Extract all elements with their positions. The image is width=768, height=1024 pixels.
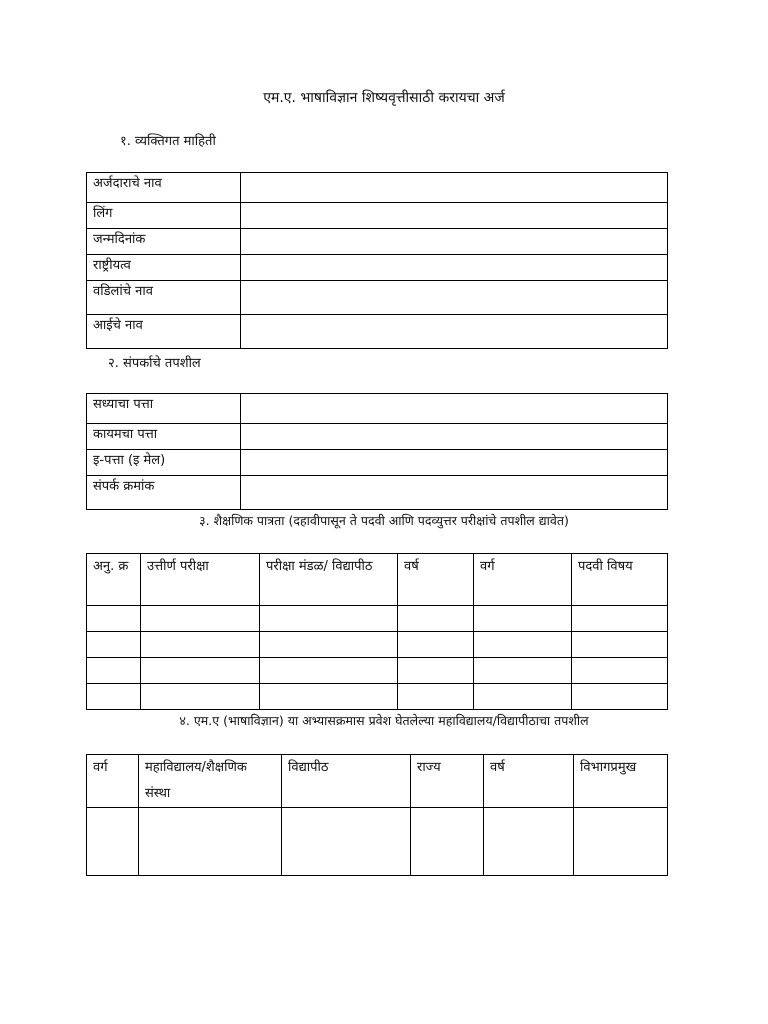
- section-contact-heading: २. संपर्काचे तपशील: [108, 356, 201, 371]
- table-header-row: [87, 554, 668, 606]
- field-label: अर्जदाराचे नाव: [87, 173, 241, 203]
- mother-name-field[interactable]: [241, 315, 668, 349]
- table-row: [87, 281, 668, 315]
- table-cell[interactable]: [572, 658, 668, 684]
- personal-info-table: [86, 172, 668, 349]
- nationality-field[interactable]: [241, 255, 668, 281]
- field-label: जन्मदिनांक: [87, 229, 241, 255]
- table-cell[interactable]: [574, 808, 668, 876]
- table-cell[interactable]: [411, 808, 484, 876]
- table-cell[interactable]: [572, 606, 668, 632]
- table-row: [87, 203, 668, 229]
- table-row: [87, 424, 668, 450]
- table-cell[interactable]: [474, 632, 572, 658]
- field-label: सध्याचा पत्ता: [87, 394, 241, 424]
- column-header: वर्ष: [398, 554, 474, 606]
- father-name-field[interactable]: [241, 281, 668, 315]
- field-label: वडिलांचे नाव: [87, 281, 241, 315]
- table-cell[interactable]: [484, 808, 574, 876]
- table-row: [87, 255, 668, 281]
- table-row: [87, 658, 668, 684]
- field-label: कायमचा पत्ता: [87, 424, 241, 450]
- table-cell[interactable]: [282, 808, 411, 876]
- table-cell[interactable]: [87, 658, 141, 684]
- form-title: एम.ए. भाषाविज्ञान शिष्यवृत्तीसाठी करायचा अर्ज: [263, 90, 505, 106]
- field-label: लिंग: [87, 203, 241, 229]
- table-cell[interactable]: [260, 632, 398, 658]
- table-row: [87, 808, 668, 876]
- admission-table: [86, 754, 668, 876]
- table-row: [87, 173, 668, 203]
- table-cell[interactable]: [87, 684, 141, 710]
- table-row: [87, 394, 668, 424]
- field-label: इ-पत्ता (इ मेल): [87, 450, 241, 476]
- field-label: संपर्क क्रमांक: [87, 476, 241, 510]
- column-header: वर्ग: [474, 554, 572, 606]
- table-cell[interactable]: [141, 606, 260, 632]
- table-cell[interactable]: [87, 808, 139, 876]
- table-cell[interactable]: [141, 684, 260, 710]
- table-cell[interactable]: [139, 808, 282, 876]
- column-header: उत्तीर्ण परीक्षा: [141, 554, 260, 606]
- table-cell[interactable]: [572, 632, 668, 658]
- table-row: [87, 632, 668, 658]
- current-address-field[interactable]: [241, 394, 668, 424]
- table-row: [87, 229, 668, 255]
- table-row: [87, 684, 668, 710]
- section-education-heading: ३. शैक्षणिक पात्रता (दहावीपासून ते पदवी आणि पदव्युत्तर परीक्षांचे तपशील द्यावेत): [199, 513, 569, 528]
- table-cell[interactable]: [474, 606, 572, 632]
- table-cell[interactable]: [260, 606, 398, 632]
- column-header: विद्यापीठ: [282, 755, 411, 808]
- column-header: विभागप्रमुख: [574, 755, 668, 808]
- contact-info-table: [86, 393, 668, 510]
- column-header: राज्य: [411, 755, 484, 808]
- column-header: वर्ष: [484, 755, 574, 808]
- table-cell[interactable]: [474, 684, 572, 710]
- table-header-row: [87, 755, 668, 808]
- table-cell[interactable]: [572, 684, 668, 710]
- education-table: [86, 553, 668, 710]
- field-label: राष्ट्रीयत्व: [87, 255, 241, 281]
- permanent-address-field[interactable]: [241, 424, 668, 450]
- table-cell[interactable]: [260, 658, 398, 684]
- email-field[interactable]: [241, 450, 668, 476]
- field-label: आईचे नाव: [87, 315, 241, 349]
- table-cell[interactable]: [398, 658, 474, 684]
- column-header: अनु. क्र: [87, 554, 141, 606]
- column-header: वर्ग: [87, 755, 139, 808]
- table-cell[interactable]: [141, 632, 260, 658]
- section-personal-heading: १. व्यक्तिगत माहिती: [120, 134, 216, 149]
- table-row: [87, 315, 668, 349]
- table-row: [87, 606, 668, 632]
- column-header: पदवी विषय: [572, 554, 668, 606]
- table-cell[interactable]: [141, 658, 260, 684]
- column-header: परीक्षा मंडळ/ विद्यापीठ: [260, 554, 398, 606]
- table-cell[interactable]: [260, 684, 398, 710]
- table-cell[interactable]: [398, 684, 474, 710]
- table-row: [87, 476, 668, 510]
- table-cell[interactable]: [87, 606, 141, 632]
- table-cell[interactable]: [398, 606, 474, 632]
- dob-field[interactable]: [241, 229, 668, 255]
- section-admission-heading: ४. एम.ए (भाषाविज्ञान) या अभ्यासक्रमास प्रवेश घेतलेल्या महाविद्यालय/विद्यापीठाचा तपशील: [179, 713, 589, 728]
- table-cell[interactable]: [474, 658, 572, 684]
- gender-field[interactable]: [241, 203, 668, 229]
- contact-number-field[interactable]: [241, 476, 668, 510]
- table-row: [87, 450, 668, 476]
- column-header: महाविद्यालय/शैक्षणिक संस्था: [139, 755, 282, 808]
- table-cell[interactable]: [87, 632, 141, 658]
- table-cell[interactable]: [398, 632, 474, 658]
- applicant-name-field[interactable]: [241, 173, 668, 203]
